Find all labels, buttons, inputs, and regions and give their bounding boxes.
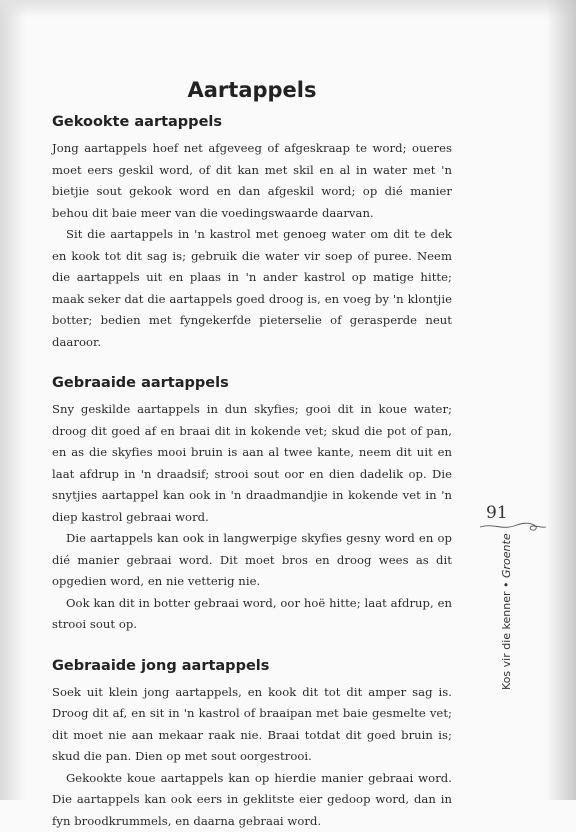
- running-head: [500, 533, 513, 690]
- section-heading-gebraaide-jong: Gebraaide jong aartappels: [52, 658, 452, 674]
- paragraph: Sit die aartappels in 'n kastrol met genoeg water om dit te dek en kook tot dit sag is; gebruik die water vir soep of puree. Neem die aartappels uit en plaas in 'n ander kastrol op matige hitte; maak seker dat die aartappels goed droog is, en voeg by 'n klontjie botter; bedien met fyngekerfde pieterselie of gerasperde neut daaroor.: [52, 224, 452, 353]
- paragraph: Ook kan dit in botter gebraai word, oor hoë hitte; laat afdrup, en strooi sout op.: [52, 593, 452, 636]
- folio-swash-ornament: [478, 518, 548, 534]
- page-title: Aartappels: [52, 78, 452, 102]
- section-heading-gebraaide: Gebraaide aartappels: [52, 375, 452, 391]
- separator-dot: •: [500, 578, 513, 591]
- paragraph: Sny geskilde aartappels in dun skyfies; gooi dit in koue water; droog dit goed af en braai dit in kokende vet; skud die pot of pan, en as die skyfies mooi bruin is aan al twee kante, neem dit uit en laat afdrup in 'n draadsif; strooi sout oor en dien dadelik op. Die snytjies aartappel kan ook in 'n draadmandjie in kokende vet in 'n diep kastrol gebraai word.: [52, 399, 452, 528]
- scan-shadow-top: [0, 0, 576, 18]
- page-number: 91: [486, 503, 536, 523]
- scan-shadow-left: [0, 0, 26, 800]
- chapter-name: Groente: [500, 533, 513, 578]
- section-heading-gekookte: Gekookte aartappels: [52, 114, 452, 130]
- paragraph: Jong aartappels hoef net afgeveeg of afgeskraap te word; oueres moet eers geskil word, of dit kan met skil en al in water met 'n bietjie sout gekook word en dan afgeskil word; op dié manier behou dit baie meer van die voedingswaarde daarvan.: [52, 138, 452, 224]
- paragraph: Die aartappels kan ook in langwerpige skyfies gesny word en op dié manier gebraai word. Dit moet bros en droog wees as dit opgedien word, en nie vetterig nie.: [52, 528, 452, 593]
- paragraph: Soek uit klein jong aartappels, en kook dit tot dit amper sag is. Droog dit af, en sit in 'n kastrol of braaipan met baie gesmelte vet; dit moet nie aan mekaar raak nie. Braai totdat dit goed bruin is; skud die pan. Dien op met sout oorgestrooi.: [52, 682, 452, 768]
- text-block: [52, 78, 452, 832]
- scan-shadow-right: [546, 0, 576, 800]
- paragraph: Gekookte koue aartappels kan op hierdie manier gebraai word. Die aartappels kan ook eers in geklitste eier gedoop word, dan in fyn broodkrummels, en daarna gebraai word.: [52, 768, 452, 832]
- book-title: Kos vir die kenner: [500, 592, 513, 691]
